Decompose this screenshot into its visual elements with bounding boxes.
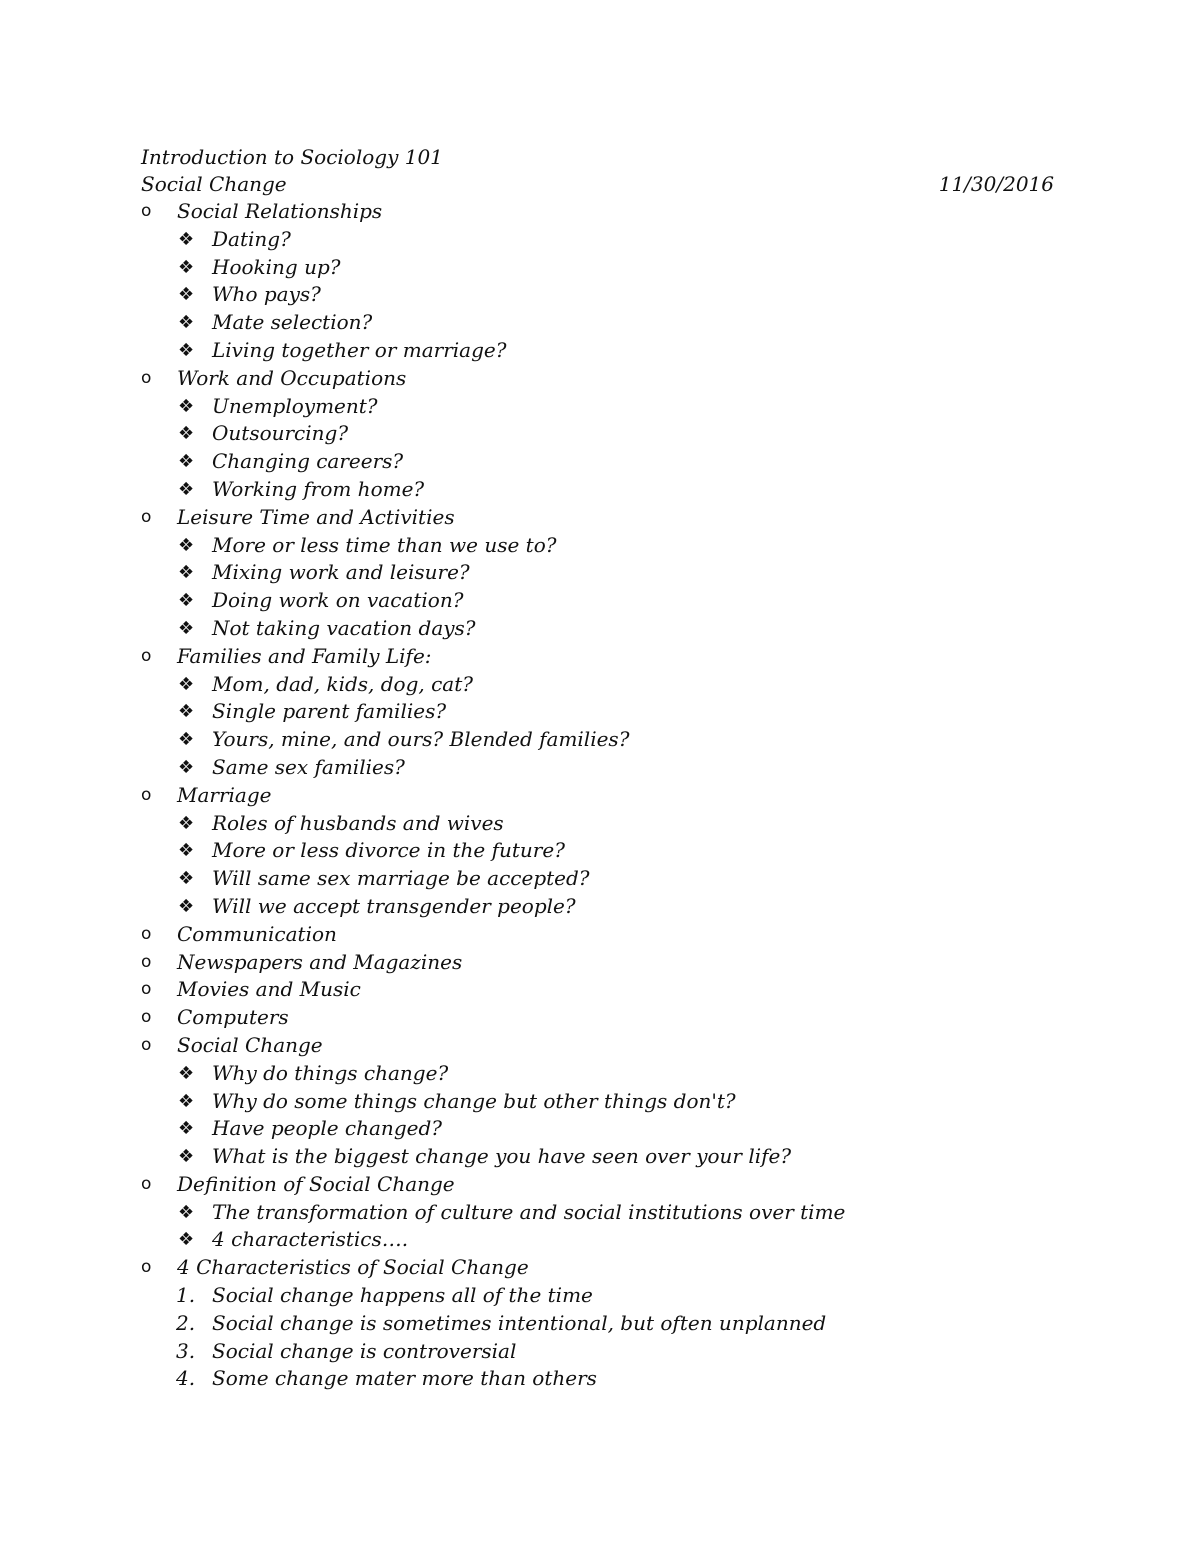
outline-heading — [141, 198, 1121, 226]
circle-bullet-icon: o — [141, 923, 152, 944]
outline-subitem — [141, 476, 1121, 504]
outline-numbered-item — [141, 1338, 1121, 1366]
circle-bullet-icon: o — [141, 1007, 152, 1028]
diamond-bullet-icon: ❖ — [178, 312, 195, 334]
circle-bullet-icon: o — [141, 201, 152, 221]
outline-subitem — [141, 1226, 1121, 1254]
diamond-bullet-icon: ❖ — [178, 339, 195, 361]
outline-heading — [141, 1032, 1121, 1060]
outline-item-text: Unemployment? — [212, 393, 378, 418]
circle-bullet-icon: o — [141, 506, 152, 527]
outline-item-text: Computers — [177, 1005, 289, 1030]
outline-item-text: Dating? — [212, 226, 291, 251]
diamond-bullet-icon: ❖ — [178, 284, 195, 306]
diamond-bullet-icon: ❖ — [178, 1229, 195, 1251]
outline-heading — [141, 1004, 1121, 1032]
diamond-bullet-icon: ❖ — [178, 590, 195, 612]
outline-subitem — [141, 393, 1121, 421]
outline-subitem — [141, 726, 1121, 754]
diamond-bullet-icon: ❖ — [178, 673, 195, 695]
outline-subitem — [141, 671, 1121, 699]
diamond-bullet-icon: ❖ — [178, 395, 195, 417]
outline-item-text: Work and Occupations — [177, 365, 407, 390]
outline-item-text: Marriage — [177, 782, 272, 807]
outline-item-text: Changing careers? — [212, 449, 404, 474]
circle-bullet-icon: o — [141, 645, 152, 666]
diamond-bullet-icon: ❖ — [178, 729, 195, 751]
outline-item-text: Movies and Music — [177, 977, 361, 1002]
outline-item-text: Leisure Time and Activities — [177, 504, 455, 529]
outline-subitem — [141, 1060, 1121, 1088]
outline-item-text: Social change is sometimes intentional, but often unplanned — [212, 1310, 827, 1335]
list-number: 2. — [176, 1310, 196, 1335]
outline-subitem — [141, 698, 1121, 726]
outline-subitem — [141, 281, 1121, 309]
diamond-bullet-icon: ❖ — [178, 423, 195, 445]
outline-subitem — [141, 1143, 1121, 1171]
diamond-bullet-icon: ❖ — [178, 1146, 195, 1168]
outline-item-text: Why do some things change but other things don't? — [212, 1088, 736, 1113]
outline-heading — [141, 1254, 1121, 1282]
outline-item-text: Newspapers and Magazines — [177, 949, 463, 974]
outline-item-text: Social change happens all of the time — [212, 1283, 593, 1308]
outline-subitem — [141, 837, 1121, 865]
outline-numbered-item — [141, 1310, 1121, 1338]
outline-item-text: Not taking vacation days? — [212, 615, 476, 640]
outline-heading — [141, 643, 1121, 671]
diamond-bullet-icon: ❖ — [178, 1118, 195, 1140]
outline-subitem — [141, 1088, 1121, 1116]
outline-subitem — [141, 448, 1121, 476]
outline-heading — [141, 365, 1121, 393]
outline-item-text: Working from home? — [212, 476, 425, 501]
outline-item-text: Single parent families? — [212, 699, 447, 724]
outline-item-text: Yours, mine, and ours? Blended families? — [212, 727, 630, 752]
outline-item-text: 4 Characteristics of Social Change — [177, 1255, 529, 1280]
outline-item-text: Mom, dad, kids, dog, cat? — [212, 671, 473, 696]
diamond-bullet-icon: ❖ — [178, 868, 195, 890]
outline-item-text: Same sex families? — [212, 754, 405, 779]
outline-item-text: Have people changed? — [212, 1116, 442, 1141]
outline-item-text: Definition of Social Change — [177, 1171, 455, 1196]
circle-bullet-icon: o — [141, 367, 152, 388]
outline-item-text: Mixing work and leisure? — [212, 560, 470, 585]
outline-subitem — [141, 615, 1121, 643]
outline-item-text: Families and Family Life: — [177, 643, 432, 668]
outline-subitem — [141, 893, 1121, 921]
outline-subitem — [141, 810, 1121, 838]
circle-bullet-icon: o — [141, 1257, 152, 1278]
outline-item-text: More or less divorce in the future? — [212, 838, 565, 863]
list-number: 1. — [176, 1283, 196, 1308]
circle-bullet-icon: o — [141, 951, 152, 972]
outline-heading — [141, 782, 1121, 810]
diamond-bullet-icon: ❖ — [178, 701, 195, 723]
diamond-bullet-icon: ❖ — [178, 534, 195, 556]
diamond-bullet-icon: ❖ — [178, 895, 195, 917]
outline-item-text: Social Change — [177, 1032, 323, 1057]
diamond-bullet-icon: ❖ — [178, 562, 195, 584]
diamond-bullet-icon: ❖ — [178, 812, 195, 834]
diamond-bullet-icon: ❖ — [178, 1201, 195, 1223]
outline-item-text: The transformation of culture and social institutions over time — [212, 1199, 846, 1224]
circle-bullet-icon: o — [141, 1173, 152, 1194]
diamond-bullet-icon: ❖ — [178, 617, 195, 639]
outline-item-text: Living together or marriage? — [212, 337, 507, 362]
outline-item-text: Social Relationships — [177, 199, 383, 223]
outline-subitem — [141, 532, 1121, 560]
outline-subitem — [141, 865, 1121, 893]
list-number: 3. — [176, 1338, 196, 1363]
outline-subitem — [141, 309, 1121, 337]
outline-heading — [141, 1171, 1121, 1199]
outline-item-text: Why do things change? — [212, 1060, 449, 1085]
outline-item-text: Communication — [177, 921, 337, 946]
outline-item-text: 4 characteristics…. — [212, 1227, 409, 1252]
diamond-bullet-icon: ❖ — [178, 1090, 195, 1112]
outline-numbered-item — [141, 1282, 1121, 1310]
outline-item-text: Doing work on vacation? — [212, 588, 464, 613]
outline-item-text: More or less time than we use to? — [212, 532, 557, 557]
outline-item-text: Will same sex marriage be accepted? — [212, 866, 590, 891]
diamond-bullet-icon: ❖ — [178, 840, 195, 862]
outline-item-text: Hooking up? — [212, 254, 341, 279]
outline-heading — [141, 921, 1121, 949]
outline-item-text: Mate selection? — [212, 310, 373, 335]
circle-bullet-icon: o — [141, 979, 152, 1000]
outline-heading — [141, 504, 1121, 532]
outline-subitem — [141, 1199, 1121, 1227]
diamond-bullet-icon: ❖ — [178, 256, 195, 278]
outline-item-text: What is the biggest change you have seen over your life? — [212, 1144, 792, 1169]
outline-subitem — [141, 226, 1121, 254]
outline-subitem — [141, 559, 1121, 587]
outline-subitem — [141, 587, 1121, 615]
outline-numbered-item — [141, 1365, 1121, 1393]
outline-subitem — [141, 337, 1121, 365]
outline-subitem — [141, 754, 1121, 782]
outline-heading — [141, 949, 1121, 977]
outline-subitem — [141, 420, 1121, 448]
outline-item-text: Social change is controversial — [212, 1338, 517, 1363]
diamond-bullet-icon: ❖ — [178, 756, 195, 778]
outline-item-text: Outsourcing? — [212, 421, 349, 446]
outline-item-text: Who pays? — [212, 282, 321, 307]
diamond-bullet-icon: ❖ — [178, 1062, 195, 1084]
diamond-bullet-icon: ❖ — [178, 451, 195, 473]
circle-bullet-icon: o — [141, 784, 152, 805]
outline-list — [141, 198, 1121, 1393]
topic-title: Social Change — [141, 172, 287, 196]
course-title: Introduction to Sociology 101 — [141, 145, 443, 169]
circle-bullet-icon: o — [141, 1034, 152, 1055]
outline-item-text: Roles of husbands and wives — [212, 810, 504, 835]
diamond-bullet-icon: ❖ — [178, 228, 195, 250]
outline-item-text: Some change mater more than others — [212, 1366, 597, 1391]
diamond-bullet-icon: ❖ — [178, 478, 195, 500]
outline-item-text: Will we accept transgender people? — [212, 893, 576, 918]
outline-heading — [141, 976, 1121, 1004]
outline-subitem — [141, 254, 1121, 282]
outline-subitem — [141, 1115, 1121, 1143]
document-date: 11/30/2016 — [938, 172, 1054, 196]
list-number: 4. — [176, 1366, 196, 1391]
